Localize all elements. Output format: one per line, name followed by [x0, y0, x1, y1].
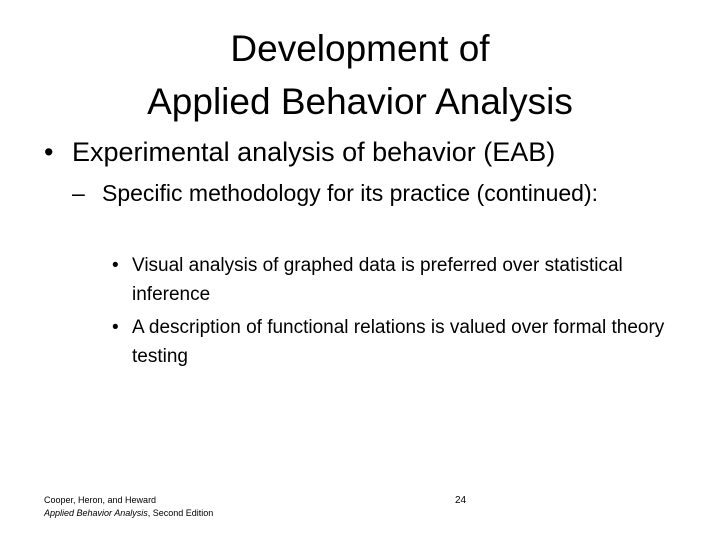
bullet-level-1 [44, 135, 555, 169]
bullet-dot-icon: • [112, 317, 119, 338]
footer-book-title: Applied Behavior Analysis [44, 508, 148, 518]
title-line-1: Development of [230, 28, 490, 69]
bullet-level-1-text: Experimental analysis of behavior (EAB) [72, 137, 556, 167]
footer-authors: Cooper, Heron, and Heward [44, 495, 157, 505]
bullet-level-2 [72, 177, 632, 209]
footer-book [44, 507, 213, 520]
footer-citation [44, 494, 213, 520]
bullet-level-2-text: Specific methodology for its practice (continued): [102, 180, 599, 206]
bullet-dash-icon: – [72, 180, 85, 206]
bullet-level-3-second [112, 313, 692, 371]
bullet-dot-icon: • [44, 137, 54, 167]
footer-edition: , Second Edition [147, 508, 214, 518]
bullet-level-3-first [112, 251, 692, 309]
page-number: 24 [455, 495, 467, 506]
bullet-level-3-text: A description of functional relations is valued over formal theory testing [132, 317, 665, 367]
bullet-dot-icon: • [112, 255, 119, 276]
title-line-2: Applied Behavior Analysis [147, 81, 573, 122]
slide-title [0, 22, 720, 128]
bullet-level-3-text: Visual analysis of graphed data is preferred over statistical inference [132, 255, 623, 305]
